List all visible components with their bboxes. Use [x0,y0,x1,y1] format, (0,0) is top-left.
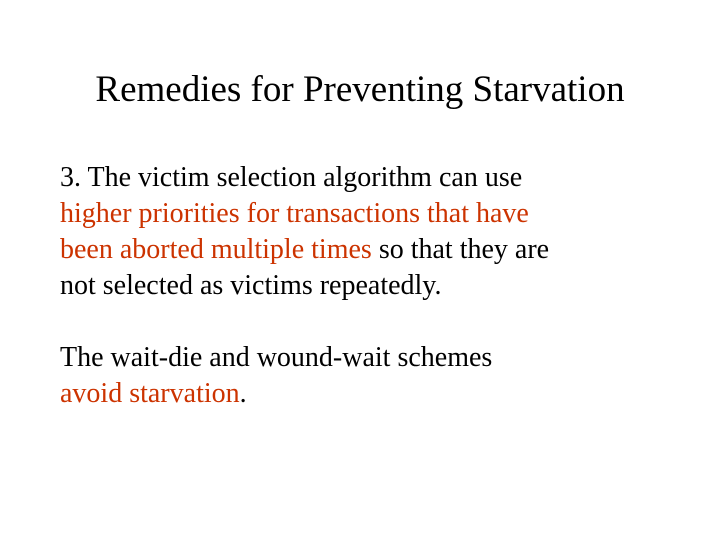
highlighted-text-run: been aborted multiple times [60,234,372,265]
text-line [60,268,700,304]
text-run: not selected as victims repeatedly. [60,270,442,301]
text-line [60,196,700,232]
text-line [60,340,700,376]
paragraph-wait-die-schemes [60,340,700,412]
text-line [60,160,700,196]
text-run: . [239,378,247,409]
highlighted-text-run: avoid starvation [60,378,240,409]
highlighted-text-run: higher priorities for transactions that have [60,198,529,229]
text-line [60,376,700,412]
slide-body [60,160,700,412]
text-run: 3. The victim selection algorithm can use [60,162,523,193]
text-run: so that they are [371,234,550,265]
slide-title: Remedies for Preventing Starvation [95,69,625,110]
text-line [60,232,700,268]
paragraph-victim-selection [60,160,700,304]
text-run: The wait-die and wound-wait schemes [60,342,493,373]
